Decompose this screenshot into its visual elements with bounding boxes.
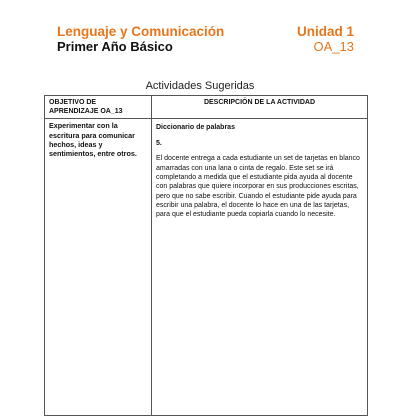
objective-text: Experimentar con la escritura para comunicar hechos, ideas y sentimientos, entre otros. [49, 121, 137, 159]
activity-description: El docente entrega a cada estudiante un set de tarjetas en blanco amarradas con una lana o cinta de regalo. Este set se irá completando a medida que el estudiante pida ayuda al docente con palabras que quiere incorporar en sus producciones escritas, pero que no sabe escribir. Cuando el estudiante pide ayuda para escribir una palabra, el docente lo hace en una de las tarjetas, para que el estudiante pueda copiarla cuando lo necesite. [156, 155, 360, 219]
header-line-2 [57, 39, 354, 54]
objective-cell [45, 119, 152, 416]
objective-column-header: OBJETIVO DE APRENDIZAJE OA_13 [45, 96, 152, 119]
section-title: Actividades Sugeridas [145, 80, 255, 92]
activity-column-header: DESCRIPCIÓN DE LA ACTIVIDAD [152, 96, 368, 119]
table-row [45, 119, 368, 416]
unit-label: Unidad 1 [296, 24, 354, 39]
table-header-row [45, 96, 368, 119]
activities-table [44, 95, 368, 416]
activity-number: 5. [156, 140, 162, 148]
activity-cell [152, 119, 368, 416]
activity-title: Diccionario de palabras [156, 124, 235, 132]
subject-title: Lenguaje y Comunicación [57, 24, 225, 39]
header-line-1 [57, 24, 354, 39]
objective-code: OA_13 [313, 39, 354, 54]
grade-label: Primer Año Básico [57, 39, 173, 54]
